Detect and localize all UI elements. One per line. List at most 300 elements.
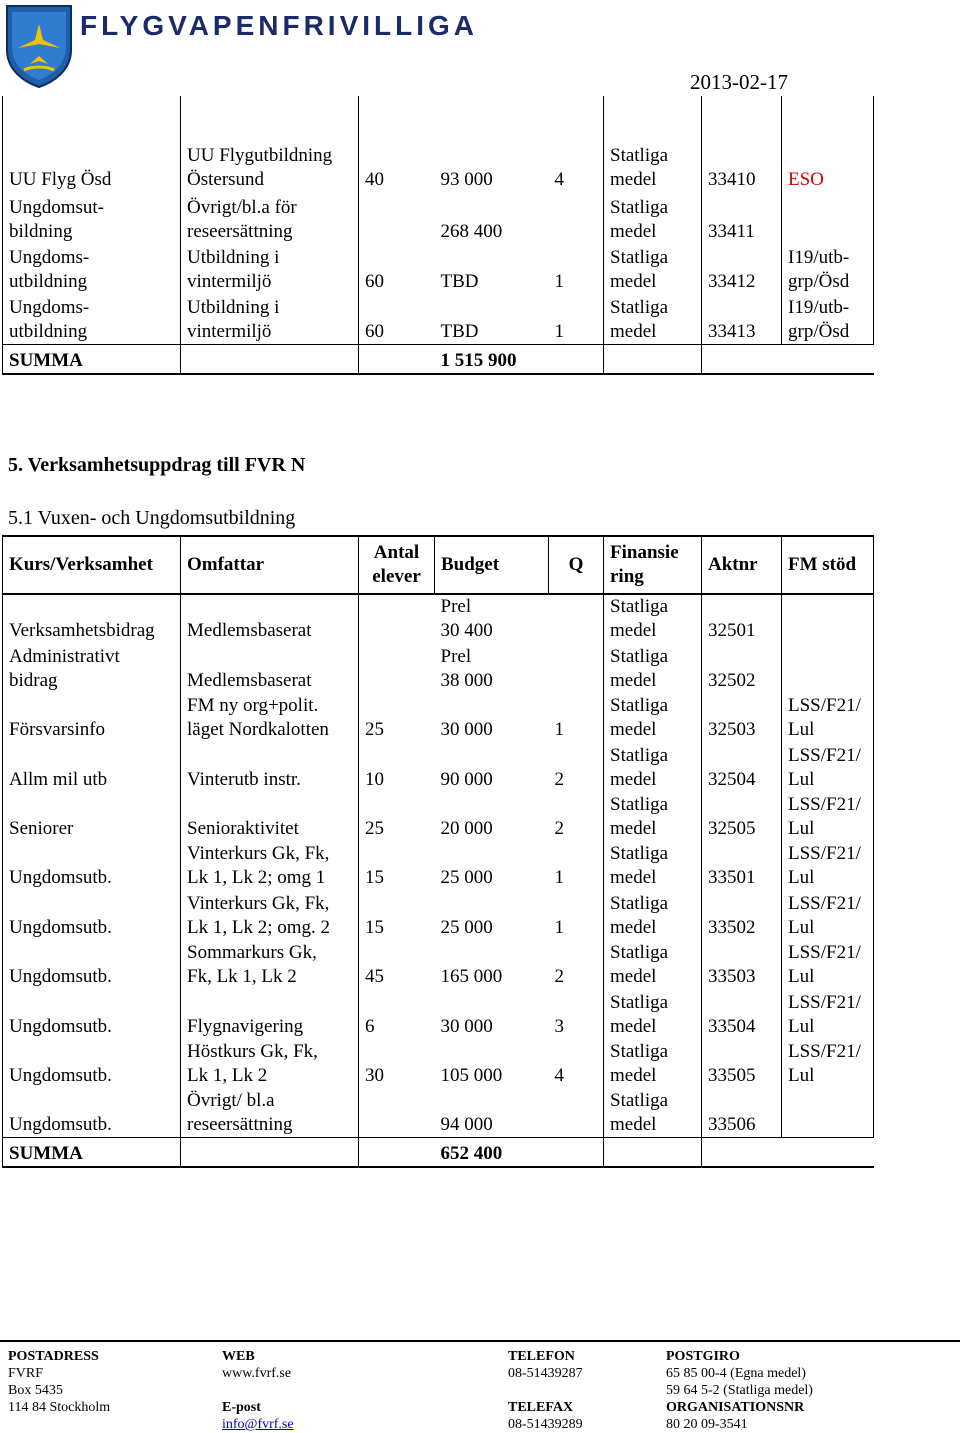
cell-q: 1 <box>554 320 564 342</box>
cell-line: Statliga <box>610 596 669 618</box>
cell-budget <box>435 792 549 841</box>
cell-omfattar <box>181 643 359 692</box>
summa-spacer <box>702 1137 782 1167</box>
header-kurs: Kurs/Verksamhet <box>3 536 181 594</box>
table-row <box>3 96 874 192</box>
cell-fin <box>604 643 702 692</box>
cell-fm <box>782 192 874 244</box>
cell-q: 4 <box>554 169 564 190</box>
cell-line: Övrigt/ bl.a <box>187 1089 275 1111</box>
header-fin <box>604 536 702 594</box>
cell-line: Prel <box>440 645 472 667</box>
cell-line: vintermiljö <box>187 271 272 292</box>
cell-line: medel <box>610 1064 657 1086</box>
header-q: Q <box>549 536 604 594</box>
cell-line: Utbildning i <box>187 296 280 318</box>
cell-kurs <box>3 1088 181 1137</box>
summa-value: 652 400 <box>435 1137 549 1167</box>
cell-line: medel <box>610 320 657 342</box>
cell-fm <box>782 742 874 791</box>
footer-telefon-label: TELEFON <box>508 1349 575 1364</box>
footer-web-link[interactable]: www.fvrf.se <box>222 1366 292 1381</box>
cell-q <box>549 192 604 244</box>
cell-budget <box>435 643 549 692</box>
cell-line: medel <box>610 867 657 889</box>
cell-line: UU Flyg Ösd <box>9 169 112 190</box>
cell-antal: 40 <box>365 169 384 190</box>
fvrf-shield-logo-icon <box>4 4 74 88</box>
footer-postgiro-label: POSTGIRO <box>666 1349 740 1364</box>
cell-line: utbildning <box>9 271 88 292</box>
cell-fm <box>782 244 874 294</box>
cell-line: I19/utb- <box>788 296 850 318</box>
table-row <box>3 192 874 244</box>
cell-line: Östersund <box>187 169 265 190</box>
cell-line: medel <box>610 1015 657 1037</box>
cell-budget <box>435 940 549 989</box>
cell-line: 30 000 <box>440 1015 493 1037</box>
cell-line: 38 000 <box>440 669 493 691</box>
table-vuxen-ungdomsutbildning <box>2 535 874 1168</box>
cell-kurs <box>3 792 181 841</box>
cell-kurs <box>3 890 181 939</box>
cell-line: LSS/F21/ <box>788 991 861 1013</box>
cell-line: medel <box>610 271 657 292</box>
cell-line: Statliga <box>610 942 669 964</box>
cell-omfattar <box>181 96 359 192</box>
subsection-heading: 5.1 Vuxen- och Ungdomsutbildning <box>8 507 296 529</box>
summa-spacer <box>782 1137 874 1167</box>
cell-kurs <box>3 693 181 742</box>
cell-q: 2 <box>554 966 564 988</box>
cell-line: LSS/F21/ <box>788 942 861 964</box>
summa-label: SUMMA <box>3 344 181 374</box>
footer-org-value: 80 20 09-3541 <box>666 1417 748 1432</box>
table-row <box>3 989 874 1038</box>
cell-line: Seniorer <box>9 817 74 839</box>
cell-line: Ungdomsutb. <box>9 1113 112 1135</box>
table-row <box>3 841 874 890</box>
cell-line: Medlemsbaserat <box>187 669 312 691</box>
header-aktnr: Aktnr <box>702 536 782 594</box>
cell-antal: 10 <box>365 768 384 790</box>
cell-antal: 45 <box>365 966 384 988</box>
cell-line: Ungdomsutb. <box>9 867 112 889</box>
cell-line: 30 000 <box>440 719 493 741</box>
cell-aktnr: 33413 <box>708 320 756 342</box>
cell-line: Statliga <box>610 793 669 815</box>
cell-q: 3 <box>554 1015 564 1037</box>
cell-q: 2 <box>554 817 564 839</box>
cell-fin <box>604 244 702 294</box>
cell-line: Ungdomsut- <box>9 197 104 218</box>
cell-fm <box>782 96 874 192</box>
cell-q: 2 <box>554 768 564 790</box>
cell-line: 165 000 <box>440 966 503 988</box>
cell-q: 1 <box>554 867 564 889</box>
cell-omfattar <box>181 940 359 989</box>
cell-antal: 30 <box>365 1064 384 1086</box>
summa-spacer <box>181 344 359 374</box>
summa-spacer <box>359 344 435 374</box>
footer-postadress-line: FVRF <box>8 1366 44 1381</box>
cell-antal: 60 <box>365 320 384 342</box>
footer-org-label: ORGANISATIONSNR <box>666 1400 805 1415</box>
table-row <box>3 294 874 344</box>
cell-line: medel <box>610 169 657 190</box>
header-budget: Budget <box>435 536 549 594</box>
summa-spacer <box>604 1137 702 1167</box>
cell-budget <box>435 841 549 890</box>
cell-aktnr: 32505 <box>708 817 756 839</box>
cell-q <box>549 643 604 692</box>
cell-line: Vinterutb instr. <box>187 768 301 790</box>
cell-fm <box>782 693 874 742</box>
cell-aktnr: 33410 <box>708 169 756 190</box>
cell-line: Verksamhetsbidrag <box>9 620 155 642</box>
cell-fm <box>782 792 874 841</box>
cell-line: Lul <box>788 1015 815 1037</box>
cell-omfattar <box>181 1088 359 1137</box>
cell-budget <box>435 594 549 643</box>
cell-line: reseersättning <box>187 1113 293 1135</box>
cell-q: 1 <box>554 271 564 292</box>
summa-value: 1 515 900 <box>435 344 549 374</box>
cell-line: Statliga <box>610 145 669 166</box>
cell-fm <box>782 1039 874 1088</box>
cell-antal: 15 <box>365 867 384 889</box>
cell-omfattar <box>181 192 359 244</box>
summa-spacer <box>604 344 702 374</box>
section-heading: 5. Verksamhetsuppdrag till FVR N <box>8 454 306 476</box>
cell-line: grp/Ösd <box>788 320 850 342</box>
cell-fm <box>782 643 874 692</box>
cell-line: Statliga <box>610 695 669 717</box>
summa-spacer <box>549 1137 604 1167</box>
summa-spacer <box>702 344 782 374</box>
cell-line: Lk 1, Lk 2 <box>187 1064 268 1086</box>
cell-antal: 15 <box>365 916 384 938</box>
table-top-summary <box>2 96 874 375</box>
cell-budget: TBD <box>440 271 479 292</box>
cell-line: Ungdomsutb. <box>9 966 112 988</box>
cell-aktnr: 33412 <box>708 271 756 292</box>
table-row <box>3 1088 874 1137</box>
footer-epost-link[interactable]: info@fvrf.se <box>222 1417 294 1432</box>
cell-line: UU Flygutbildning <box>187 145 333 166</box>
cell-line: Lul <box>788 768 815 790</box>
footer-telefon <box>508 1348 583 1433</box>
cell-line: LSS/F21/ <box>788 1040 861 1062</box>
cell-fm <box>782 294 874 344</box>
cell-kurs <box>3 1039 181 1088</box>
cell-kurs <box>3 244 181 294</box>
cell-aktnr: 33506 <box>708 1113 756 1135</box>
cell-line: Administrativt <box>9 645 120 667</box>
cell-budget: 268 400 <box>440 221 503 242</box>
summa-label: SUMMA <box>3 1137 181 1167</box>
cell-aktnr: 32501 <box>708 620 756 642</box>
cell-line: Statliga <box>610 744 669 766</box>
cell-line: reseersättning <box>187 221 293 242</box>
cell-aktnr: 33505 <box>708 1064 756 1086</box>
cell-fin <box>604 989 702 1038</box>
header-antal <box>359 536 435 594</box>
footer-postgiro-line: 59 64 5-2 (Statliga medel) <box>666 1383 813 1398</box>
cell-antal <box>359 192 435 244</box>
cell-line: LSS/F21/ <box>788 744 861 766</box>
cell-fin <box>604 742 702 791</box>
footer-telefon-value: 08-51439287 <box>508 1366 583 1381</box>
cell-budget <box>435 989 549 1038</box>
table-row <box>3 742 874 791</box>
cell-line: Statliga <box>610 892 669 914</box>
cell-line: LSS/F21/ <box>788 695 861 717</box>
summary-row <box>3 1137 874 1167</box>
brand-title: FLYGVAPENFRIVILLIGA <box>80 10 479 41</box>
cell-line: vintermiljö <box>187 320 272 342</box>
cell-line: Statliga <box>610 645 669 667</box>
cell-line: Ungdomsutb. <box>9 916 112 938</box>
cell-fm <box>782 1088 874 1137</box>
cell-line: Lul <box>788 867 815 889</box>
cell-line: grp/Ösd <box>788 271 850 292</box>
cell-line: medel <box>610 966 657 988</box>
cell-budget <box>435 1039 549 1088</box>
cell-line: medel <box>610 221 657 242</box>
cell-line: FM ny org+polit. <box>187 695 319 717</box>
cell-line: medel <box>610 620 657 642</box>
cell-line: medel <box>610 669 657 691</box>
cell-omfattar <box>181 890 359 939</box>
cell-line: Statliga <box>610 843 669 865</box>
header-fin-line1: Finansie <box>610 542 679 563</box>
cell-kurs <box>3 294 181 344</box>
cell-antal: 60 <box>365 271 384 292</box>
summa-spacer <box>782 344 874 374</box>
cell-omfattar <box>181 594 359 643</box>
cell-line: Lul <box>788 1064 815 1086</box>
cell-fm <box>782 940 874 989</box>
cell-antal <box>359 643 435 692</box>
cell-kurs <box>3 594 181 643</box>
table-row <box>3 792 874 841</box>
cell-q: 4 <box>554 1064 564 1086</box>
cell-line: Utbildning i <box>187 247 280 268</box>
cell-antal <box>359 594 435 643</box>
cell-budget <box>435 742 549 791</box>
table-row <box>3 643 874 692</box>
cell-line: Lul <box>788 719 815 741</box>
cell-kurs <box>3 96 181 192</box>
cell-antal: 6 <box>365 1015 375 1037</box>
cell-line: Lk 1, Lk 2; omg 1 <box>187 867 326 889</box>
cell-line: 94 000 <box>440 1113 493 1135</box>
cell-budget <box>435 890 549 939</box>
cell-budget: TBD <box>440 320 479 342</box>
cell-q <box>549 1088 604 1137</box>
cell-fin <box>604 792 702 841</box>
cell-line: Lul <box>788 916 815 938</box>
cell-omfattar <box>181 294 359 344</box>
cell-line: Ungdomsutb. <box>9 1064 112 1086</box>
cell-line: Statliga <box>610 296 669 318</box>
header-fin-line2: ring <box>610 566 644 587</box>
cell-fm <box>782 989 874 1038</box>
cell-line: Lul <box>788 817 815 839</box>
cell-fin <box>604 192 702 244</box>
cell-budget: 93 000 <box>440 169 493 190</box>
cell-omfattar <box>181 841 359 890</box>
cell-q: 1 <box>554 916 564 938</box>
cell-line: medel <box>610 719 657 741</box>
header-antal-line1: Antal <box>373 542 420 563</box>
footer-postadress-line: Box 5435 <box>8 1383 63 1398</box>
footer-web <box>222 1348 294 1433</box>
cell-line: 25 000 <box>440 916 493 938</box>
cell-line: ESO <box>788 169 824 190</box>
page-footer <box>0 1340 960 1432</box>
cell-fin <box>604 693 702 742</box>
cell-omfattar <box>181 1039 359 1088</box>
cell-aktnr: 33411 <box>708 221 755 242</box>
cell-line: Lul <box>788 966 815 988</box>
cell-line: Försvarsinfo <box>9 719 106 741</box>
table-row <box>3 1039 874 1088</box>
table-row <box>3 244 874 294</box>
cell-line: Lk 1, Lk 2; omg. 2 <box>187 916 331 938</box>
cell-line: 105 000 <box>440 1064 503 1086</box>
cell-fm <box>782 841 874 890</box>
cell-line: LSS/F21/ <box>788 892 861 914</box>
cell-line: Vinterkurs Gk, Fk, <box>187 843 330 865</box>
cell-line: Statliga <box>610 991 669 1013</box>
cell-line: 20 000 <box>440 817 493 839</box>
cell-antal: 25 <box>365 719 384 741</box>
cell-line: medel <box>610 916 657 938</box>
summa-spacer <box>181 1137 359 1167</box>
summa-spacer <box>359 1137 435 1167</box>
cell-fin <box>604 1039 702 1088</box>
cell-q: 1 <box>554 719 564 741</box>
cell-line: Sommarkurs Gk, <box>187 942 317 964</box>
cell-aktnr: 32502 <box>708 669 756 691</box>
cell-line: medel <box>610 1113 657 1135</box>
cell-line: I19/utb- <box>788 247 850 268</box>
cell-fm <box>782 890 874 939</box>
cell-line: Statliga <box>610 197 669 218</box>
cell-line: bidrag <box>9 669 58 691</box>
cell-omfattar <box>181 742 359 791</box>
cell-line: Statliga <box>610 1089 669 1111</box>
table-header-row <box>3 536 874 594</box>
cell-line: utbildning <box>9 320 88 342</box>
cell-aktnr: 33503 <box>708 966 756 988</box>
cell-line: medel <box>610 817 657 839</box>
cell-line: medel <box>610 768 657 790</box>
cell-line: Ungdomsutb. <box>9 1015 112 1037</box>
cell-fin <box>604 294 702 344</box>
table-row <box>3 594 874 643</box>
document-date: 2013-02-17 <box>690 70 788 94</box>
cell-kurs <box>3 192 181 244</box>
header-fm: FM stöd <box>782 536 874 594</box>
table-row <box>3 940 874 989</box>
cell-kurs <box>3 643 181 692</box>
cell-fin <box>604 890 702 939</box>
cell-budget <box>435 1088 549 1137</box>
cell-kurs <box>3 940 181 989</box>
cell-q <box>549 594 604 643</box>
summary-row <box>3 344 874 374</box>
cell-line: Medlemsbaserat <box>187 620 312 642</box>
footer-web-label: WEB <box>222 1349 255 1364</box>
footer-postadress-label: POSTADRESS <box>8 1349 99 1364</box>
cell-line: Statliga <box>610 1040 669 1062</box>
cell-line: Statliga <box>610 247 669 268</box>
cell-aktnr: 33501 <box>708 867 756 889</box>
footer-postadress <box>8 1348 110 1416</box>
header-omfattar: Omfattar <box>181 536 359 594</box>
cell-line: Senioraktivitet <box>187 817 299 839</box>
cell-kurs <box>3 989 181 1038</box>
cell-line: Prel <box>440 596 472 618</box>
cell-line: Allm mil utb <box>9 768 108 790</box>
table-row <box>3 890 874 939</box>
cell-omfattar <box>181 244 359 294</box>
cell-antal: 25 <box>365 817 384 839</box>
cell-kurs <box>3 841 181 890</box>
cell-line: Ungdoms- <box>9 296 90 318</box>
cell-line: Höstkurs Gk, Fk, <box>187 1040 318 1062</box>
cell-line: LSS/F21/ <box>788 843 861 865</box>
cell-line: 25 000 <box>440 867 493 889</box>
cell-line: Övrigt/bl.a för <box>187 197 297 218</box>
footer-telefax-value: 08-51439289 <box>508 1417 583 1432</box>
cell-antal <box>359 1088 435 1137</box>
cell-omfattar <box>181 693 359 742</box>
table-row <box>3 693 874 742</box>
cell-line: Ungdoms- <box>9 247 90 268</box>
footer-postgiro <box>666 1348 813 1433</box>
cell-fin <box>604 594 702 643</box>
cell-line: 90 000 <box>440 768 493 790</box>
cell-budget <box>435 693 549 742</box>
cell-omfattar <box>181 792 359 841</box>
cell-kurs <box>3 742 181 791</box>
cell-aktnr: 32504 <box>708 768 756 790</box>
cell-line: LSS/F21/ <box>788 793 861 815</box>
footer-epost-label: E-post <box>222 1400 261 1415</box>
cell-aktnr: 32503 <box>708 719 756 741</box>
cell-fm <box>782 594 874 643</box>
footer-postadress-line: 114 84 Stockholm <box>8 1400 111 1415</box>
cell-aktnr: 33502 <box>708 916 756 938</box>
cell-aktnr: 33504 <box>708 1015 756 1037</box>
cell-fin <box>604 940 702 989</box>
cell-line: Fk, Lk 1, Lk 2 <box>187 966 297 988</box>
cell-line: bildning <box>9 221 73 242</box>
footer-telefax-label: TELEFAX <box>508 1400 574 1415</box>
cell-fin <box>604 841 702 890</box>
cell-omfattar <box>181 989 359 1038</box>
cell-line: Vinterkurs Gk, Fk, <box>187 892 330 914</box>
cell-fin <box>604 96 702 192</box>
cell-line: Flygnavigering <box>187 1015 304 1037</box>
cell-fin <box>604 1088 702 1137</box>
summa-spacer <box>549 344 604 374</box>
footer-postgiro-line: 65 85 00-4 (Egna medel) <box>666 1366 806 1381</box>
